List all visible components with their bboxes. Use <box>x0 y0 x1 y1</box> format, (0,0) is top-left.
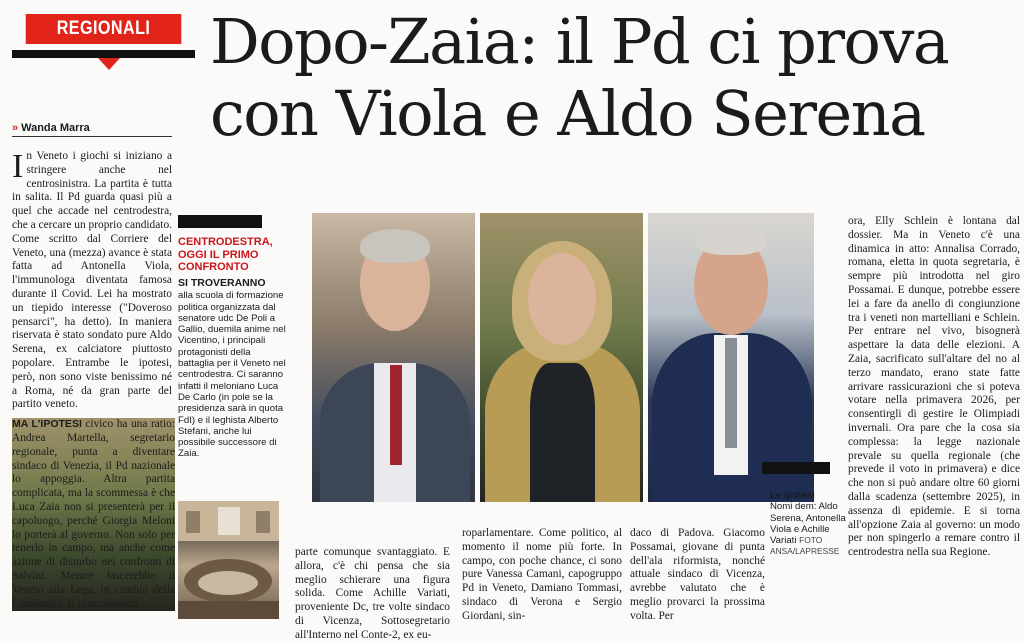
paragraph-text: n Veneto i giochi si iniziano a stringere anche nel centrosinistra. La partita è tutta in salita. Il Pd guarda quasi più a quel che accade nel centrodestra, che a cercare un proprio candidato. Come scritto dal Corriere del Veneto, una (mezza) avance è stata fatta ad Antonella Viola, l'immunologa diventata famosa durante il Covid. Lei ha mostrato un tiepido interesse ("Doveroso pensarci", ha detto). In maniera riservata è stato sondato pure Aldo Serena, ex calciatore piuttosto popolare. Entrambe le ipotesi, però, non sono viste benissimo né a Roma, né da gran parte del partito veneto. <box>12 150 173 411</box>
council-chamber-illustration <box>178 501 279 619</box>
section-arrow-icon <box>98 58 120 70</box>
sidebar-body <box>178 278 288 460</box>
caption-title: Le ipotesi <box>770 490 815 501</box>
photo-antonella-viola <box>480 213 643 502</box>
photo-caption <box>770 490 850 558</box>
caption-credit: FOTO ANSA/LAPRESSE <box>770 535 840 557</box>
article-column-4 <box>630 527 765 624</box>
byline <box>12 122 172 137</box>
article-paragraph-1 <box>12 150 172 412</box>
paragraph-text: civico ha una ratio: Andrea Martella, segretario regionale, punta a diventare sindaco di Venezia, il Pd nazionale lo appoggia. Altra partita complicata, ma la scommessa è che Luca Zaia non si presenterà per il capoluogo, perché Giorgia Meloni lo porterà al governo. Non solo per tenerlo in campo, ma anche come azione di disturbo nei confronti di Salvini. Mentre lascerebbe il Veneto alla Lega, in cambio della Lombardia. Il centrosinistra <box>12 418 175 610</box>
paragraph-lead: MA L'IPOTESI <box>12 418 82 431</box>
article-paragraph-2 <box>12 418 175 611</box>
article-column-1 <box>12 148 175 611</box>
caption-text: Nomi dem: Aldo Serena, Antonella Viola e Achille Variati <box>770 501 846 547</box>
paragraph-text: ora, Elly Schlein è lontana dal dossier. Ma in Veneto c'è una dinamica in atto: Annalisa Corrado, romana, eletta in quota segretaria, è sempre più introdotta nel giro Possamai. E dunque, potrebbe essere lei a fare da anello di congiunzione tra i veneti non martelliani e Schlein. Per entrare nel vivo, bisognerà aspettare la data delle elezioni. A Zaia, sacrificato sull'altare del no al terzo mandato, erano state fatte arrivare rassicurazioni che si poteva votare nella primavera 2026, per consentirgli di gestire le Olimpiadi invernali. Ora pare che la cosa sia complessa: la legge nazionale prevale su quella regionale (che prevede il voto in primavera) e dice che non si può andare oltre 60 giorni dalla scadenza (settembre 2025), in assenza di epidemie. E si torna all'opzione Zaia al governo: un modo per non spingerlo a remare contro il centrodestra nella sua Regione. <box>848 215 1020 559</box>
headline-line-2: con Viola e Aldo Serena <box>210 77 925 150</box>
section-rule <box>12 50 195 58</box>
byline-marker-icon: » <box>12 122 19 134</box>
paragraph-text: parte comunque svantaggiato. E allora, c'è chi pensa che sia meglio schierare una figura solida. Come Achille Variati, proveniente Dc, tre volte sindaco di Vicenza, Sottosegretario all'Interno nel Conte-2, ex eu- <box>295 546 450 641</box>
headline-line-1: Dopo-Zaia: il Pd ci prova <box>210 5 949 78</box>
sidebar-subtitle: SI TROVERANNO <box>178 277 266 289</box>
sidebar-rule <box>178 215 262 228</box>
headline <box>210 6 1020 150</box>
photo-aldo-serena <box>312 213 475 502</box>
article-column-5 <box>848 215 1020 560</box>
sidebar-text: alla scuola di formazione politica organizzata dal senatore udc De Poli a Gallio, duemila anime nel Vicentino, i principali protagonisti della battaglia per il Veneto nel centrodestra. Ci saranno infatti il meloniano Luca De Carlo (in pole se la presidenza sarà in quota FdI) e il leghista Alberto Stefani, anche lui possibile successore di Zaia. <box>178 290 286 460</box>
article-column-2 <box>295 546 450 643</box>
dropcap: I <box>12 148 24 185</box>
photo-achille-variati <box>648 213 814 502</box>
section-label: REGIONALI <box>26 14 182 44</box>
byline-author: Wanda Marra <box>21 122 90 134</box>
paragraph-text: roparlamentare. Come politico, al momento il nome più forte. In campo, con poche chance, ci sono pure Vanessa Camani, capogruppo Pd in Veneto, Damiano Tommasi, sindaco di Verona e Sergio Giordani, sin- <box>462 527 622 622</box>
section-tag <box>12 14 195 58</box>
sidebar-title: CENTRODESTRA, OGGI IL PRIMO CONFRONTO <box>178 236 273 273</box>
article-column-3 <box>462 527 622 624</box>
council-chamber-photo <box>178 501 279 619</box>
caption-rule <box>762 462 830 474</box>
paragraph-text: daco di Padova. Giacomo Possamai, giovane di punta dell'ala riformista, nonché attuale sindaco di Vicenza, avrebbe valutato che è meglio provarci la prossima volta. Per <box>630 527 765 622</box>
